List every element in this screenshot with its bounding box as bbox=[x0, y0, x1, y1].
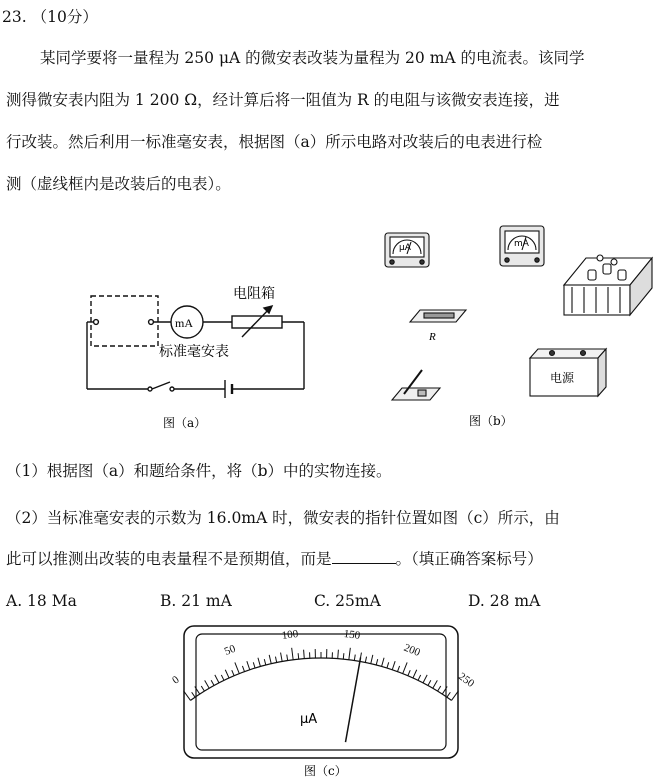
dial-tick bbox=[247, 661, 250, 670]
dial-tick bbox=[428, 680, 431, 685]
stem-line-2: 测得微安表内阻为 1 200 Ω，经计算后将一阻值为 R 的电阻与该微安表连接，进 bbox=[6, 91, 560, 109]
dial-tick bbox=[413, 670, 417, 678]
dial-tick bbox=[298, 653, 299, 659]
dial-tick bbox=[221, 675, 224, 680]
question-number: 23. bbox=[2, 8, 27, 26]
option-d: D. 28 mA bbox=[468, 592, 541, 610]
dial-tick bbox=[423, 675, 427, 683]
dial-tick bbox=[304, 650, 305, 659]
dial-tick bbox=[211, 680, 214, 685]
part-2-prompt-end: 。（填正确答案标号） bbox=[395, 550, 543, 568]
microammeter-device-label: μA bbox=[399, 243, 411, 253]
dial-tick bbox=[365, 657, 366, 663]
part-1-text: （1）根据图（a）和题给条件，将（b）中的实物连接。 bbox=[6, 462, 392, 480]
dial-tick bbox=[232, 670, 234, 676]
dial-tick bbox=[349, 648, 351, 660]
switch-symbol bbox=[152, 382, 170, 389]
dial-tick bbox=[201, 686, 204, 691]
dial-tick bbox=[264, 659, 265, 665]
switch-device bbox=[392, 370, 440, 400]
figure-c-caption: 图（c） bbox=[304, 764, 347, 778]
dial-tick bbox=[192, 692, 195, 697]
dial-tick bbox=[235, 662, 239, 673]
part-2-prompt: 此可以推测出改装的电表量程不是预期值，而是 bbox=[6, 550, 332, 568]
figure-b-caption: 图（b） bbox=[469, 414, 513, 428]
resistor-device bbox=[410, 310, 466, 322]
dial-scale-label: 250 bbox=[455, 670, 477, 690]
resistance-box-device bbox=[564, 255, 652, 315]
resistor-box-label: 电阻箱 bbox=[233, 286, 275, 302]
standard-meter-label: 标准毫安表 bbox=[159, 344, 229, 360]
dial-scale-label: 150 bbox=[343, 627, 361, 642]
dial-tick bbox=[258, 658, 260, 667]
option-a: A. 18 Ma bbox=[6, 592, 77, 610]
dial-tick bbox=[205, 680, 210, 688]
dial-tick bbox=[376, 659, 377, 665]
power-supply-label: 电源 bbox=[550, 371, 575, 385]
stem-line-1: 某同学要将一量程为 250 μA 的微安表改装为量程为 20 mA 的电流表。该同学 bbox=[40, 49, 585, 67]
dial-tick bbox=[387, 662, 389, 668]
resistor-device-label: R bbox=[429, 331, 436, 343]
dial-scale-label: 200 bbox=[402, 641, 422, 659]
dial-tick bbox=[281, 653, 283, 662]
dial-scale-label: 50 bbox=[222, 642, 238, 658]
option-c: C. 25mA bbox=[314, 592, 381, 610]
dial-tick bbox=[398, 666, 400, 672]
dial-tick bbox=[418, 675, 421, 680]
dial-tick bbox=[382, 658, 384, 667]
dial-tick bbox=[292, 648, 294, 660]
milliammeter-label: mA bbox=[175, 316, 193, 330]
option-b: B. 21 mA bbox=[160, 592, 232, 610]
dial-tick bbox=[242, 666, 244, 672]
dial-tick bbox=[275, 657, 276, 663]
part-2-text: （2）当标准毫安表的示数为 16.0mA 时，微安表的指针位置如图（c）所示，由 bbox=[6, 509, 560, 527]
meter-unit-label: μA bbox=[300, 712, 318, 727]
dial-tick bbox=[403, 662, 407, 673]
dial-tick bbox=[354, 655, 355, 661]
dial-tick bbox=[447, 692, 450, 697]
dial-tick bbox=[392, 661, 395, 670]
modified-meter-box bbox=[91, 296, 158, 346]
dial-tick bbox=[408, 670, 410, 676]
question-score: （10分） bbox=[31, 8, 98, 26]
dial-tick bbox=[438, 686, 441, 691]
dial-scale-label: 100 bbox=[281, 627, 299, 642]
dial-tick bbox=[371, 655, 373, 664]
figure-a-caption: 图（a） bbox=[163, 416, 207, 430]
dial-tick bbox=[338, 650, 339, 659]
dial-tick bbox=[269, 655, 271, 664]
dial-tick bbox=[253, 662, 255, 668]
stem-line-4: 测（虚线框内是改装后的电表）。 bbox=[6, 175, 231, 193]
dial-tick bbox=[343, 653, 344, 659]
milliammeter-device-label: mA bbox=[514, 239, 529, 249]
stem-line-3: 行改装。然后利用一标准毫安表，根据图（a）所示电路对改装后的电表进行检 bbox=[6, 133, 543, 151]
meter-needle bbox=[346, 657, 361, 742]
dial-tick bbox=[433, 680, 438, 688]
dial-tick bbox=[287, 655, 288, 661]
dial-tick bbox=[225, 670, 229, 678]
dial-tick bbox=[215, 675, 219, 683]
dial-scale-label: 0 bbox=[170, 673, 182, 687]
figure-b-components bbox=[385, 226, 652, 400]
